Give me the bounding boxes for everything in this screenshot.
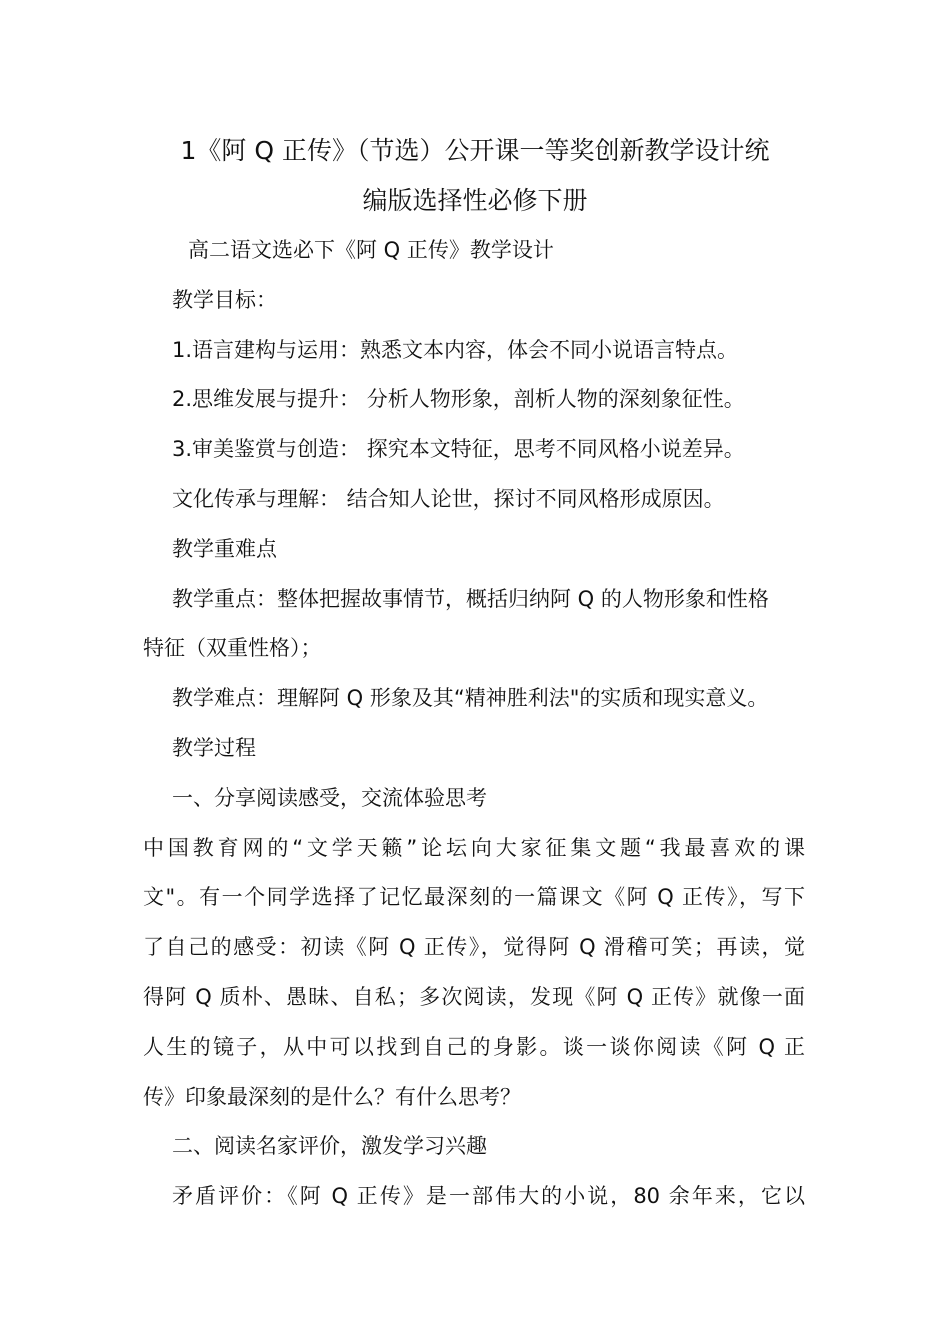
key-point-line-1: 教学重点：整体把握故事情节，概括归纳阿 Q 的人物形象和性格	[172, 587, 769, 611]
section-2-paragraph-line: 矛盾评价：《阿 Q 正传》是一部伟大的小说，80 余年来，它以	[172, 1184, 805, 1208]
key-point-line-2: 特征（双重性格）；	[143, 636, 322, 660]
process-heading: 教学过程	[172, 736, 256, 760]
section-1-paragraph-line: 得阿 Q 质朴、愚昧、自私；多次阅读，发现《阿 Q 正传》就像一面	[143, 985, 805, 1009]
difficult-point: 教学难点：理解阿 Q 形象及其“精神胜利法"的实质和现实意义。	[172, 686, 769, 710]
goal-item-3: 3.审美鉴赏与创造： 探究本文特征，思考不同风格小说差异。	[172, 437, 745, 461]
key-points-heading: 教学重难点	[172, 537, 277, 561]
section-2-heading: 二、阅读名家评价，激发学习兴趣	[172, 1134, 487, 1158]
document-title-line-2: 编版选择性必修下册	[362, 186, 588, 215]
section-1-paragraph-line: 人生的镜子，从中可以找到自己的身影。谈一谈你阅读《阿 Q 正	[143, 1035, 805, 1059]
goal-item-4: 文化传承与理解： 结合知人论世，探讨不同风格形成原因。	[172, 487, 725, 511]
document-subtitle: 高二语文选必下《阿 Q 正传》教学设计	[188, 238, 554, 262]
goal-item-1: 1.语言建构与运用：熟悉文本内容，体会不同小说语言特点。	[172, 338, 739, 362]
section-1-paragraph-line: 中国教育网的“文学天籁”论坛向大家征集文题“我最喜欢的课	[143, 836, 805, 860]
section-1-paragraph-line: 文"。有一个同学选择了记忆最深刻的一篇课文《阿 Q 正传》，写下	[143, 885, 805, 909]
goal-item-2: 2.思维发展与提升： 分析人物形象，剖析人物的深刻象征性。	[172, 387, 745, 411]
goals-heading: 教学目标：	[172, 288, 277, 312]
document-title-line-1: 1《阿 Q 正传》（节选）公开课一等奖创新教学设计统	[180, 136, 770, 165]
section-1-heading: 一、分享阅读感受，交流体验思考	[172, 786, 487, 810]
section-1-paragraph-line: 了自己的感受：初读《阿 Q 正传》，觉得阿 Q 滑稽可笑；再读，觉	[143, 935, 805, 959]
section-1-paragraph-line: 传》印象最深刻的是什么？有什么思考？	[143, 1085, 521, 1109]
